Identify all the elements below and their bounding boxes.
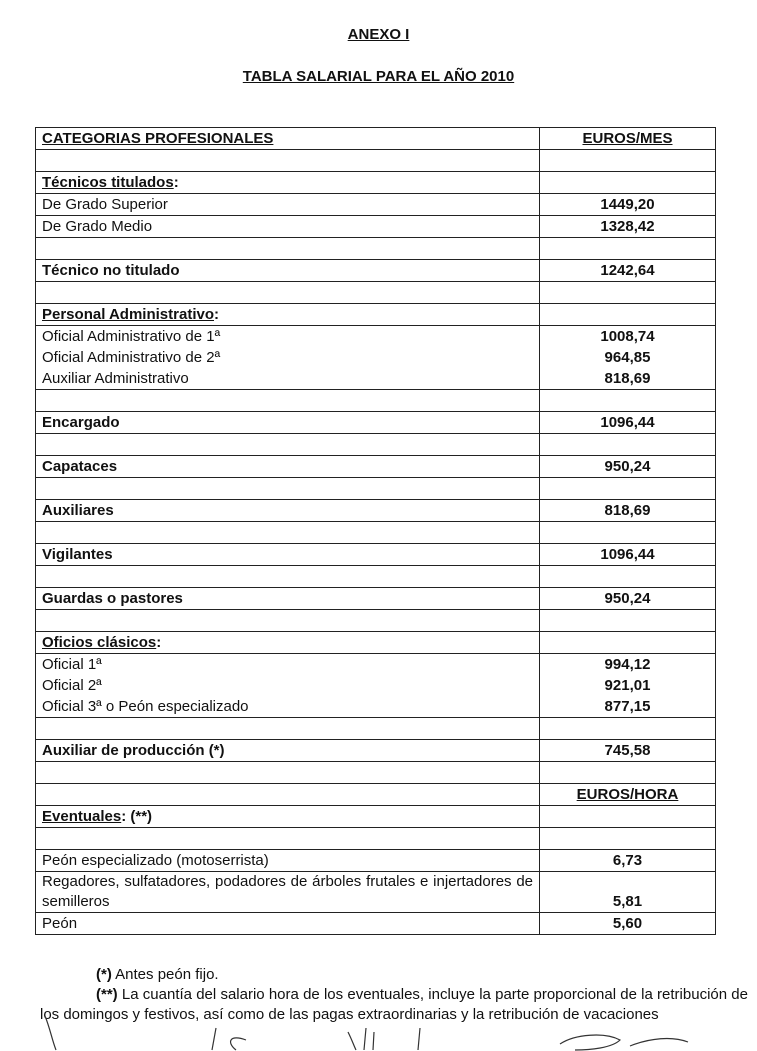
row-label: Oficial 3ª o Peón especializado — [36, 696, 540, 718]
table-row — [36, 390, 716, 412]
row-value: 1096,44 — [540, 412, 716, 434]
table-row — [36, 850, 716, 872]
row-value: 950,24 — [540, 588, 716, 610]
row-label: Encargado — [36, 412, 540, 434]
table-row — [36, 150, 716, 172]
table-row — [36, 238, 716, 260]
row-label: Oficial Administrativo de 2ª — [36, 347, 540, 368]
row-value: 964,85 — [540, 347, 716, 368]
row-label: Auxiliares — [36, 500, 540, 522]
footnote-2-text: La cuantía del salario hora de los eventuales, incluye la parte proporcional de la retribución de los domingos y festivos, así como de las pagas extraordinarias y la retribución de vacaciones — [40, 986, 748, 1023]
footnote-1-marker: (*) — [96, 966, 112, 983]
row-value: 745,58 — [540, 740, 716, 762]
annex-title: ANEXO I — [347, 26, 410, 43]
row-label: Oficial Administrativo de 1ª — [36, 326, 540, 348]
table-row: Eventuales: (**) — [36, 806, 716, 828]
table-row — [36, 282, 716, 304]
table-row — [36, 326, 716, 348]
table-row — [36, 500, 716, 522]
salary-table — [35, 127, 716, 935]
table-row — [36, 762, 716, 784]
table-row — [36, 784, 716, 806]
table-row — [36, 566, 716, 588]
table-row — [36, 194, 716, 216]
table-row — [36, 522, 716, 544]
table-row — [36, 368, 716, 390]
table-row — [36, 718, 716, 740]
row-value: 950,24 — [540, 456, 716, 478]
row-label: Auxiliar Administrativo — [36, 368, 540, 390]
table-row — [36, 588, 716, 610]
row-label: Peón — [36, 913, 540, 935]
signature-strokes — [0, 1010, 757, 1051]
table-row — [36, 740, 716, 762]
row-value: 921,01 — [540, 675, 716, 696]
section-tecnicos-titulados: Técnicos titulados — [42, 174, 174, 191]
table-row: Oficios clásicos: — [36, 632, 716, 654]
row-label: Oficial 1ª — [36, 654, 540, 676]
footnote-1-text: Antes peón fijo. — [115, 966, 219, 983]
table-row — [36, 412, 716, 434]
table-row — [36, 347, 716, 368]
row-label: De Grado Superior — [36, 194, 540, 216]
footnote-2-marker: (**) — [96, 986, 118, 1003]
table-row: Técnicos titulados: — [36, 172, 716, 194]
section-personal-administrativo: Personal Administrativo — [42, 306, 214, 323]
table-row — [36, 654, 716, 676]
column-header-euros-month: EUROS/MES — [582, 130, 673, 147]
table-header-row — [36, 128, 716, 150]
row-label: Peón especializado (motoserrista) — [36, 850, 540, 872]
row-value: 877,15 — [540, 696, 716, 718]
row-label: Vigilantes — [36, 544, 540, 566]
table-row — [36, 216, 716, 238]
eventuales-note-marker: (**) — [130, 808, 153, 825]
row-label: Auxiliar de producción (*) — [36, 740, 540, 762]
footnote-1 — [40, 965, 748, 985]
row-label: Técnico no titulado — [36, 260, 540, 282]
row-value: 1328,42 — [540, 216, 716, 238]
table-title: TABLA SALARIAL PARA EL AÑO 2010 — [242, 68, 515, 85]
row-label: De Grado Medio — [36, 216, 540, 238]
row-value: 818,69 — [540, 368, 716, 390]
row-value: 6,73 — [540, 850, 716, 872]
row-value: 5,81 — [540, 872, 716, 913]
table-row — [36, 610, 716, 632]
row-label: Capataces — [36, 456, 540, 478]
row-value: 994,12 — [540, 654, 716, 676]
table-row — [36, 544, 716, 566]
row-value: 818,69 — [540, 500, 716, 522]
section-eventuales: Eventuales — [42, 808, 122, 825]
table-row — [36, 675, 716, 696]
table-row — [36, 872, 716, 913]
section-oficios-clasicos: Oficios clásicos — [42, 634, 157, 651]
table-row — [36, 478, 716, 500]
row-value: 1096,44 — [540, 544, 716, 566]
column-header-category: CATEGORIAS PROFESIONALES — [42, 130, 274, 147]
column-header-euros-hour: EUROS/HORA — [576, 786, 679, 803]
table-row: Personal Administrativo: — [36, 304, 716, 326]
row-value: 1242,64 — [540, 260, 716, 282]
row-label: Guardas o pastores — [36, 588, 540, 610]
row-label: Regadores, sulfatadores, podadores de árboles frutales e injertadores de semilleros — [36, 872, 540, 913]
table-row — [36, 696, 716, 718]
table-row — [36, 434, 716, 456]
row-value: 5,60 — [540, 913, 716, 935]
table-row — [36, 260, 716, 282]
row-label: Oficial 2ª — [36, 675, 540, 696]
table-row — [36, 828, 716, 850]
row-value: 1008,74 — [540, 326, 716, 348]
table-row — [36, 456, 716, 478]
row-value: 1449,20 — [540, 194, 716, 216]
table-row — [36, 913, 716, 935]
